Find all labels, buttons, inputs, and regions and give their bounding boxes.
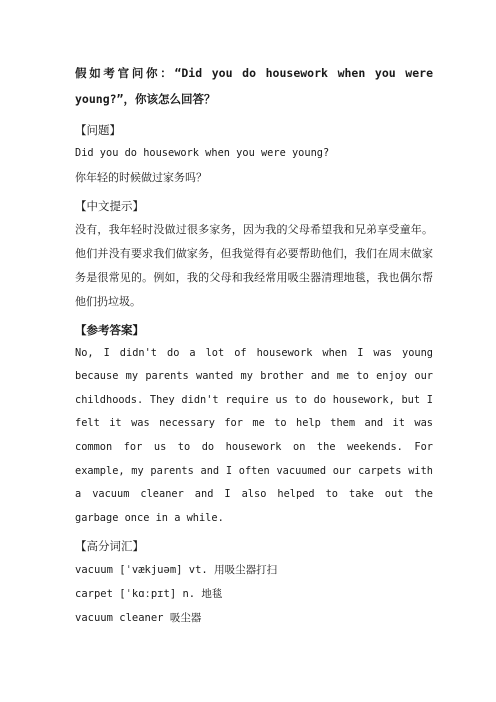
vocab-item-vacuum: vacuum [ˈvækjuəm] vt. 用吸尘器打扫 <box>75 564 278 577</box>
question-heading: 【问题】 <box>75 123 121 137</box>
vocab-item-carpet: carpet [ˈkɑːpɪt] n. 地毯 <box>75 588 223 601</box>
hint-text: 没有，我年轻时没做过很多家务，因为我的父母希望我和兄弟享受童年。他们并没有要求我们做家务，但我觉得有必要帮助他们，我们在周末做家务是很常见的。例如，我的父母和我经常用吸尘器清理地毯，我也偶尔帮他们扔垃圾。 <box>75 222 433 308</box>
document-page <box>75 60 433 630</box>
question-english: Did you do housework when you were young? <box>75 147 330 159</box>
answer-text: No, I didn't do a lot of housework when I was young because my parents wanted my brother and me to enjoy our childhoods. They didn't require us to do housework, but I felt it was necessary for me to help them and it was common for us to do housework on the weekends. For example, my parents and I often vacuumed our carpets with a vacuum cleaner and I also helped to take out the garbage once in a while. <box>75 346 433 524</box>
question-chinese: 你年轻的时候做过家务吗？ <box>75 170 207 184</box>
vocab-item-vacuum-cleaner: vacuum cleaner 吸尘器 <box>75 612 202 625</box>
answer-heading: 【参考答案】 <box>75 322 144 337</box>
vocab-heading: 【高分词汇】 <box>75 539 144 554</box>
document-title: 假如考官问你：“Did you do housework when you were young?”，你该怎么回答？ <box>75 66 433 106</box>
hint-heading: 【中文提示】 <box>75 198 144 213</box>
